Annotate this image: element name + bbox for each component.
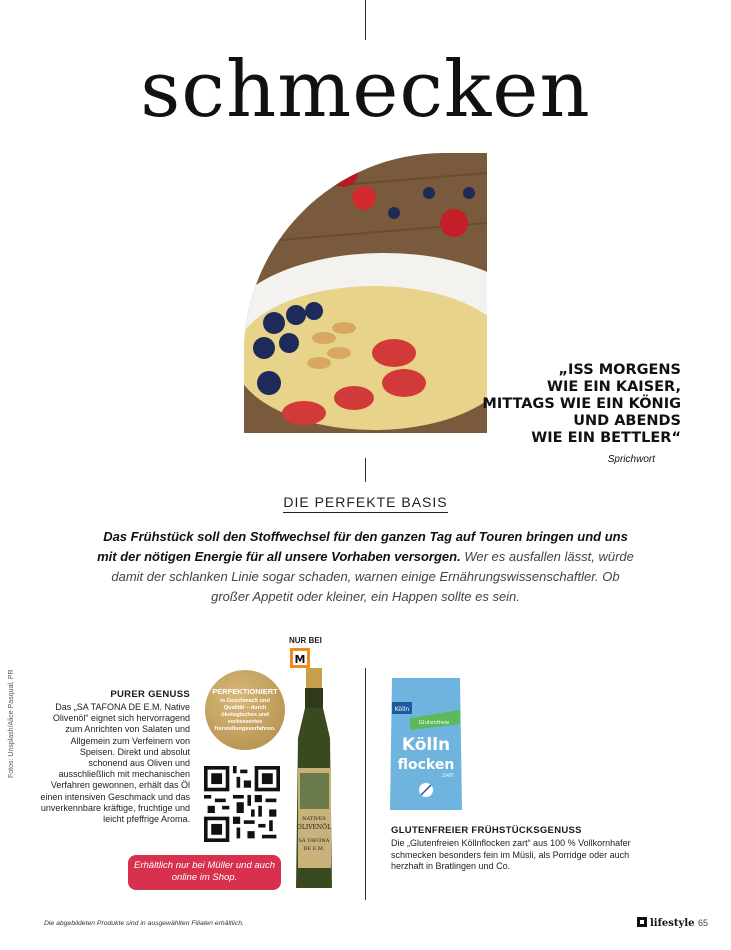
quote-line: MITTAGS WIE EIN KÖNIG [482,396,681,412]
quote [441,362,681,468]
product2-heading: GLUTENFREIER FRÜHSTÜCKSGENUSS [391,825,582,836]
bag-tag: Glutenfreie [418,720,450,726]
mid-rule [365,458,366,482]
intro-rest: Wer es ausfallen lässt, würde damit der schlanken Linie sogar schaden, warnen einige Ernährungswissenschaftler. Ob großer Appetit oder kleiner, ein Happen sollte es sein. [111,549,634,604]
product1-body: Das „SA TAFONA DE E.M. Native Olivenöl“ eignet sich hervorragend zum Anrichten von Salaten und Allgemein zum Verfeinern von Speisen. Direkt und absolut schonend aus Oliven und ausschließlich mit mechanischen Verfahren gewonnen, erhält das Öl einen intensiven Geschmack und das unverkennbare kräftige, fruchtige und leicht pfeffrige Aroma. [40,702,190,825]
section-heading [0,494,731,513]
quote-line: UND ABENDS [573,413,681,429]
intro-paragraph [95,527,636,607]
quote-source: Sprichwort [607,454,655,465]
quote-line: WIE EIN BETTLER“ [531,430,681,446]
brand-icon [637,917,647,927]
bottle-label-4: DE E.M. [303,846,325,852]
page-title: schmecken [140,45,591,135]
bottle-label-1: NATIVES [302,816,326,822]
shop-cta-button[interactable]: Erhältlich nur bei Müller und auch online im Shop. [128,855,281,890]
koelln-flakes-bag [386,674,466,814]
qr-code-icon[interactable] [204,766,280,842]
page-number: 65 [698,918,709,928]
quote-line: WIE EIN KAISER, [547,379,681,395]
badge-text: in Geschmack und Qualität – durch ökologisches und verbessertes Herstellungsverfahren. [214,698,276,732]
bag-line-1: Kölln [401,735,451,755]
bag-brand: Kölln [394,706,410,713]
bag-line-2: flocken [397,757,455,773]
bottle-label-2: OLIVENÖL [296,824,332,831]
product1-heading: PURER GENUSS [110,689,190,700]
column-divider [365,668,366,900]
store-logo-letter: M [294,653,306,666]
intro-bold: Das Frühstück soll den Stoffwechsel für den ganzen Tag auf Touren bringen und uns mit der nötigen Energie für all unsere Vorhaben versorgen. [97,529,628,564]
bottle-label-3: SA TAFONA [298,838,330,844]
nur-bei-label: NUR BEI [289,636,322,645]
badge-title: PERFEKTIONIERT [212,687,278,696]
olive-oil-bottle [284,638,344,893]
quality-badge [205,670,285,750]
brand-logo [637,917,694,929]
quote-line: „ISS MORGENS [558,362,681,378]
section-heading-text: DIE PERFEKTE BASIS [283,494,447,513]
photo-credit: Fotos: Unsplash/Alice Pasqual, PR [8,669,15,778]
footnote: Die abgebildeten Produkte sind in ausgewählten Filialen erhältlich. [44,920,244,927]
top-rule [365,0,366,40]
brand-name: lifestyle [650,918,695,929]
bag-line-3: ZART [442,774,454,779]
product2-body: Die „Glutenfreien Köllnflocken zart“ aus 100 % Vollkornhafer schmecken besonders fein im Müsli, als Porridge oder auch herzhaft in Bratlingen und Co. [391,838,631,871]
